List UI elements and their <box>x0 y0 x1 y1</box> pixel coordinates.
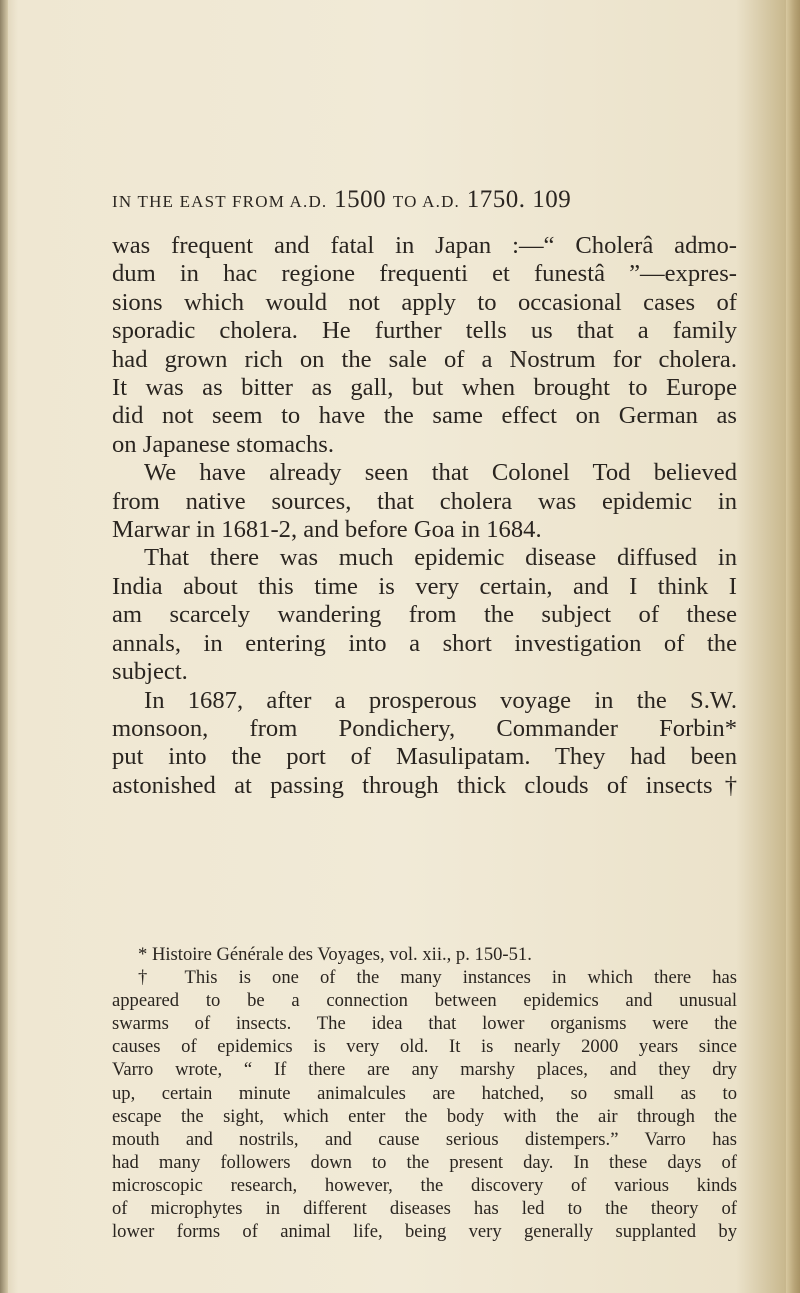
body-line: sporadic cholera. He further tells us that a family <box>112 317 737 345</box>
body-line: subject. <box>112 658 188 686</box>
body-line: We have already seen that Colonel Tod believed <box>144 459 737 487</box>
footnote-line: causes of epidemics is very old. It is nearly 2000 years since <box>112 1036 737 1058</box>
footnote-line: lower forms of animal life, being very generally supplanted by <box>112 1221 737 1243</box>
body-line: put into the port of Masulipatam. They had been <box>112 743 737 771</box>
footnote-line: up, certain minute animalcules are hatched, so small as to <box>112 1082 737 1104</box>
footnote-line: swarms of insects. The idea that lower organisms were the <box>112 1013 737 1035</box>
body-line: from native sources, that cholera was epidemic in <box>112 487 737 515</box>
body-line: was frequent and fatal in Japan :—“ Cholerâ admo- <box>112 232 737 259</box>
footnote-line: had many followers down to the present day. In these days of <box>112 1151 737 1173</box>
body-line: had grown rich on the sale of a Nostrum for cholera. <box>112 345 737 373</box>
footnote-line: Varro wrote, “ If there are any marshy places, and they dry <box>112 1059 737 1081</box>
footnote-line: † This is one of the many instances in which there has <box>138 967 737 989</box>
footnote-line: escape the sight, which enter the body with the air through the <box>112 1105 737 1127</box>
footnotes <box>112 943 737 1243</box>
body-line: sions which would not apply to occasional cases of <box>112 288 737 316</box>
body-line: monsoon, from Pondichery, Commander Forbin* <box>112 714 737 742</box>
header-year-start: 1500 <box>334 186 387 213</box>
body-line: dum in hac regione frequenti et funestâ ”—expres- <box>112 260 737 288</box>
header-mid: TO A.D. <box>392 192 460 211</box>
footnote-line: of microphytes in different diseases has led to the theory of <box>112 1198 737 1220</box>
body-line: India about this time is very certain, and I think I <box>112 572 737 600</box>
body-line: Marwar in 1681-2, and before Goa in 1684. <box>112 516 542 544</box>
body-line: did not seem to have the same effect on German as <box>112 402 737 430</box>
body-line: on Japanese stomachs. <box>112 430 334 458</box>
footnote-line: microscopic research, however, the discovery of various kinds <box>112 1174 737 1196</box>
body-line: astonished at passing through thick clouds of insects† <box>112 771 737 799</box>
footnote-line: mouth and nostrils, and cause serious distempers.” Varro has <box>112 1128 737 1150</box>
body-line: In 1687, after a prosperous voyage in the S.W. <box>144 686 737 714</box>
header-year-end: 1750. <box>466 186 526 213</box>
body-line: am scarcely wandering from the subject of these <box>112 601 737 629</box>
header-prefix: IN THE EAST FROM A.D. <box>112 192 328 211</box>
body-line: annals, in entering into a short investigation of the <box>112 629 737 657</box>
footnote-line: appeared to be a connection between epidemics and unusual <box>112 990 737 1012</box>
page-left-edge <box>0 0 8 1293</box>
page-number: 109 <box>532 186 572 213</box>
running-header <box>112 186 712 214</box>
body-line: It was as bitter as gall, but when brought to Europe <box>112 374 737 402</box>
body-line: That there was much epidemic disease diffused in <box>144 544 737 572</box>
footnote-line: * Histoire Générale des Voyages, vol. xii., p. 150-51. <box>138 944 532 965</box>
page-right-edge <box>786 0 800 1293</box>
body-text <box>112 232 737 800</box>
